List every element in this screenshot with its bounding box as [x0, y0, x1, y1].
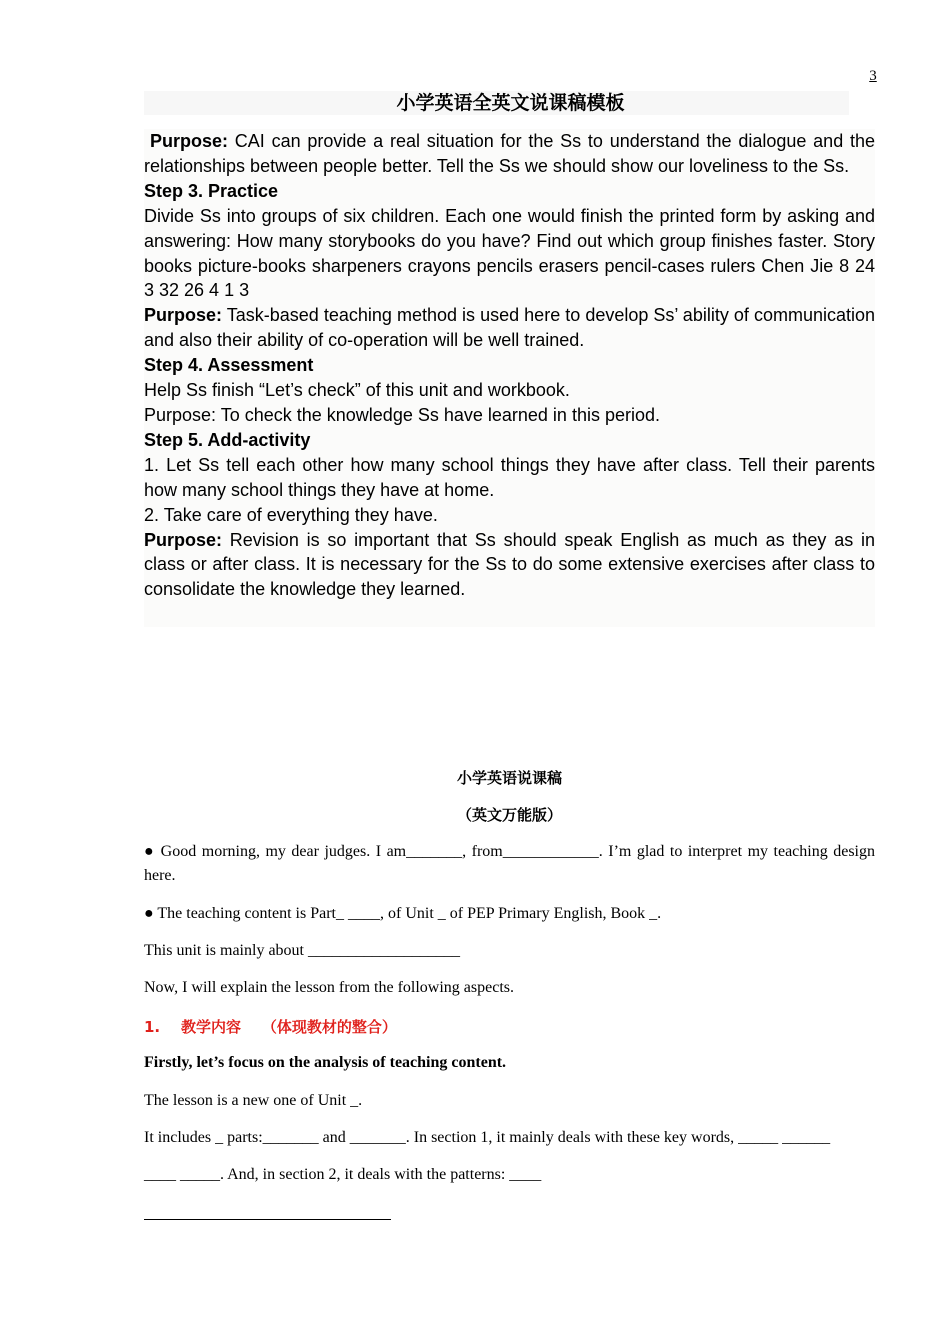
purpose-paragraph — [144, 303, 875, 353]
purpose-paragraph — [144, 129, 875, 179]
section-subheading: （英文万能版） — [456, 806, 562, 824]
purpose-text: CAI can provide a real situation for the Ss to understand the dialogue and the relationships between people better. Tell the Ss we should show our loveliness to the Ss. — [144, 131, 875, 176]
bullet-paragraph: ● Good morning, my dear judges. I am_______, from____________. I’m glad to interpret my teaching design here. — [144, 843, 875, 884]
purpose-paragraph: Purpose: To check the knowledge Ss have learned in this period. — [144, 404, 660, 425]
patterns-line: ____ _____. And, in section 2, it deals with the patterns: ____ — [144, 1166, 542, 1183]
lesson-steps-block — [144, 129, 875, 627]
purpose-label: Purpose: — [144, 305, 223, 326]
step5-heading: Step 5. Add-activity — [144, 429, 311, 450]
step5-item: 2. Take care of everything they have. — [144, 504, 438, 525]
includes-line: It includes _ parts:_______ and _______. In section 1, it mainly deals with these key words, _____ ______ — [144, 1129, 831, 1146]
new-lesson-line: The lesson is a new one of Unit _. — [144, 1092, 363, 1109]
step4-heading: Step 4. Assessment — [144, 355, 314, 376]
purpose-label: Purpose: — [150, 131, 229, 151]
page-number: 3 — [869, 68, 877, 84]
purpose-text: Revision is so important that Ss should speak English as much as they as in class or after class. It is necessary for the Ss to do some extensive exercises after class to consolidate the knowledge they learned. — [144, 529, 875, 600]
purpose-paragraph — [144, 528, 875, 603]
step3-heading: Step 3. Practice — [144, 180, 279, 201]
explain-line: Now, I will explain the lesson from the following aspects. — [144, 979, 514, 996]
purpose-text: Task-based teaching method is used here to develop Ss’ ability of communication and also their ability of co-operation will be well trained. — [144, 305, 875, 351]
section1-heading: 1. 教学内容 （体现教材的整合） — [144, 1018, 397, 1036]
section-heading: 小学英语说课稿 — [456, 769, 562, 787]
step4-text: Help Ss finish “Let’s check” of this unit and workbook. — [144, 380, 570, 401]
blank-underline — [144, 1219, 391, 1220]
unit-about-line: This unit is mainly about ___________________ — [144, 942, 460, 959]
purpose-label: Purpose: — [144, 529, 223, 550]
page-title: 小学英语全英文说课稿模板 — [396, 92, 625, 114]
bullet-paragraph: ● The teaching content is Part_ ____, of Unit _ of PEP Primary English, Book _. — [144, 905, 662, 922]
step5-item: 1. Let Ss tell each other how many school things they have after class. Tell their parents how many school things they have at home. — [144, 454, 875, 500]
step3-text: Divide Ss into groups of six children. Each one would finish the printed form by asking and answering: How many storybooks do you have? Find out which group finishes faster. Story books picture-books sharpeners crayons pencils erasers pencil-cases rulers Chen Jie 8 24 3 32 26 4 1 3 — [144, 205, 875, 301]
analysis-heading: Firstly, let’s focus on the analysis of teaching content. — [144, 1054, 507, 1071]
